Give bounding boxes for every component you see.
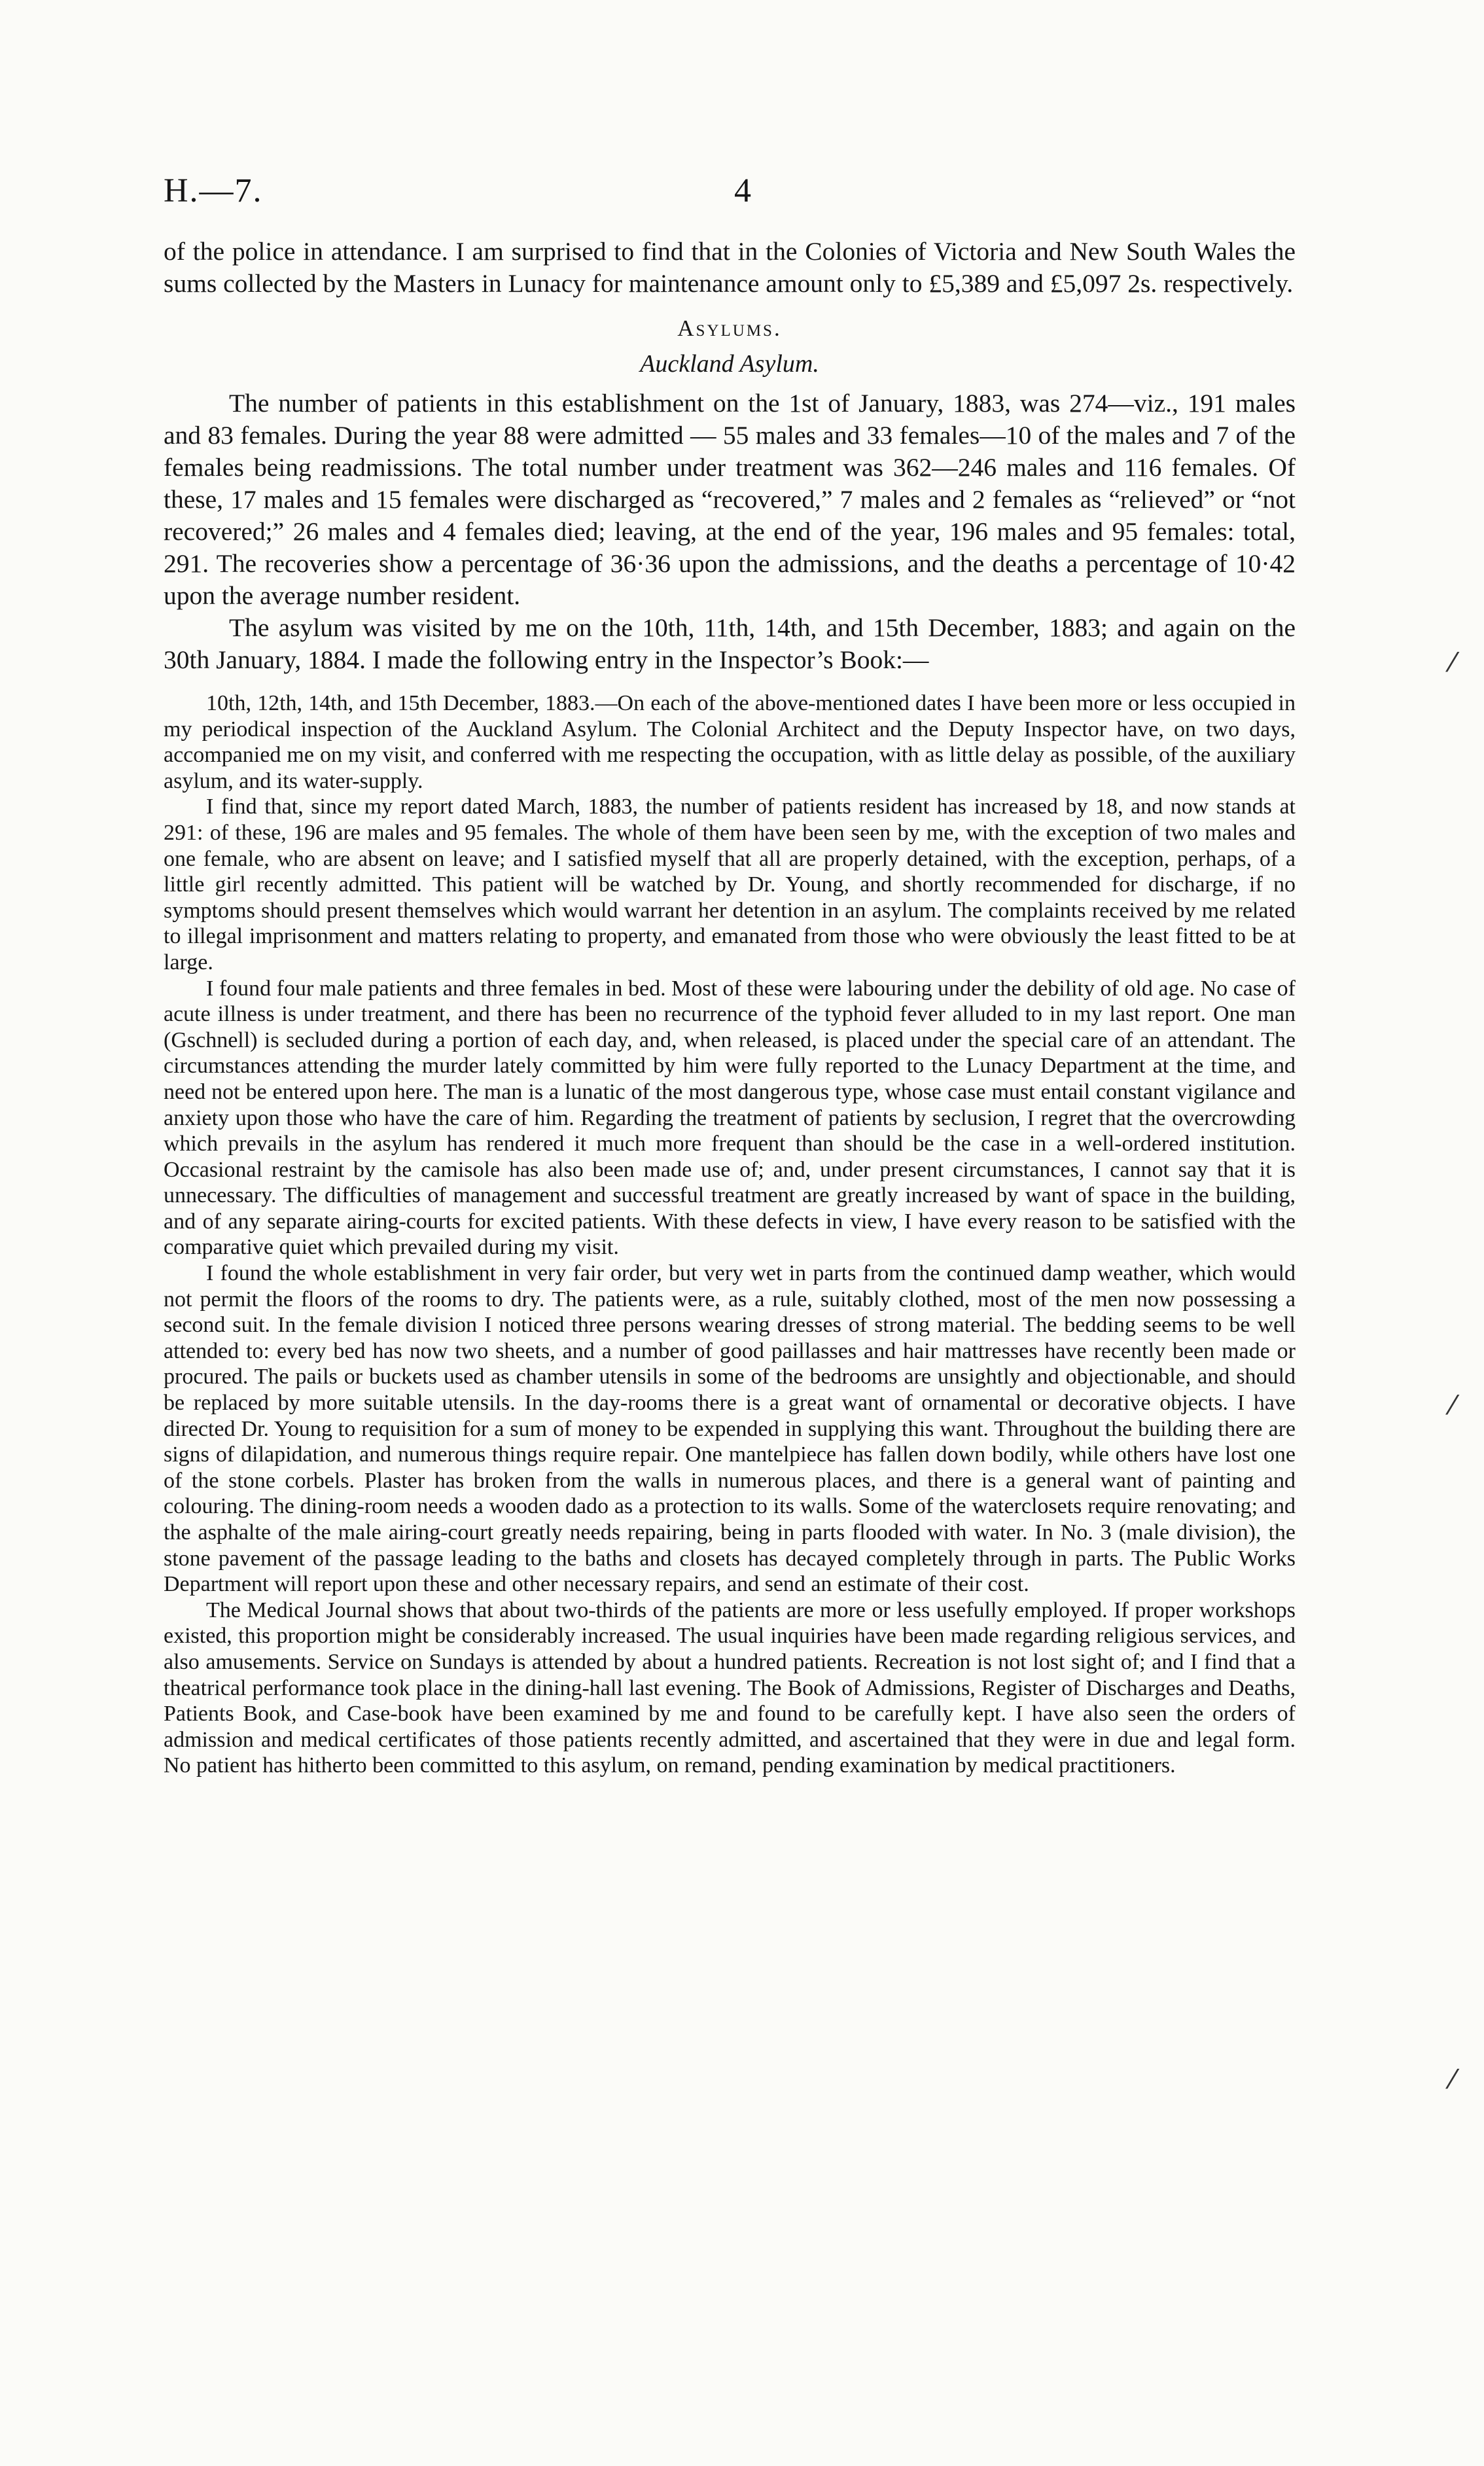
- intro-paragraph: of the police in attendance. I am surprised to find that in the Colonies of Victoria and New South Wales the sums collected by the Masters in Lunacy for maintenance amount only to £5,389 and £5,097 2s. respectively.: [164, 237, 1296, 298]
- quoted-paragraph: I found four male patients and three females in bed. Most of these were labouring under the debility of old age. No case of acute illness is under treatment, and there has been no recurrence of the typhoid fever alluded to in my last report. One man (Gschnell) is secluded during a portion of each day, and, when released, is placed under the special care of an attendant. The circumstances attending the murder lately committed by him were fully reported to the Lunacy Department at the time, and need not be entered upon here. The man is a lunatic of the most dangerous type, whose case must entail constant vigilance and anxiety upon those who have the care of him. Regarding the treatment of patients by seclusion, I regret that the overcrowding which prevails in the asylum has rendered it much more frequent than should be the case in a well-ordered institution. Occasional restraint by the camisole has also been made use of; and, under present circumstances, I cannot say that it is unnecessary. The difficulties of management and successful treatment are greatly increased by want of space in the building, and of any separate airing-courts for excited patients. With these defects in view, I have every reason to be satisfied with the comparative quiet which prevailed during my visit.: [164, 976, 1296, 1260]
- page-header: [164, 171, 1322, 217]
- subsection-heading: Auckland Asylum.: [640, 350, 819, 378]
- quoted-paragraph: 10th, 12th, 14th, and 15th December, 1883.—On each of the above-mentioned dates I have been more or less occupied in my periodical inspection of the Auckland Asylum. The Colonial Architect and the Deputy Inspector have, on two days, accompanied me on my visit, and conferred with me respecting the occupation, with as little delay as possible, of the auxiliary asylum, and its water-supply.: [164, 691, 1296, 793]
- margin-binding-mark: ⁄: [1450, 1391, 1455, 1421]
- page-number: 4: [734, 172, 751, 209]
- visit-paragraph: The asylum was visited by me on the 10th, 11th, 14th, and 15th December, 1883; and again on the 30th January, 1884. I made the following entry in the Inspector’s Book:—: [164, 613, 1296, 674]
- quoted-paragraph: I find that, since my report dated March, 1883, the number of patients resident has increased by 18, and now stands at 291: of these, 196 are males and 95 females. The whole of them have been seen by me, with the exception of two males and one female, who are absent on leave; and I satisfied myself that all are properly detained, with the exception, perhaps, of a little girl recently admitted. This patient will be watched by Dr. Young, and shortly recommended for discharge, if no symptoms should present themselves which would warrant her detention in an asylum. The complaints received by me related to illegal imprisonment and matters relating to property, and emanated from those who were obviously the least fitted to be at large.: [164, 795, 1296, 974]
- page-content: [164, 236, 1296, 1779]
- margin-binding-mark: ⁄: [1450, 648, 1455, 678]
- section-heading: Asylums.: [677, 315, 782, 341]
- quoted-paragraph: The Medical Journal shows that about two-thirds of the patients are more or less usefully employed. If proper workshops existed, this proportion might be considerably increased. The usual inquiries have been made regarding religious services, and also amusements. Service on Sundays is attended by about a hundred patients. Recreation is not lost sight of; and I find that a theatrical performance took place in the dining-hall last evening. The Book of Admissions, Register of Discharges and Deaths, Patients Book, and Case-book have been examined by me and found to be carefully kept. I have also seen the orders of admission and medical certificates of those patients recently admitted, and ascertained that they were in due and legal form. No patient has hitherto been committed to this asylum, on remand, pending examination by medical practitioners.: [164, 1598, 1296, 1778]
- margin-binding-mark: ⁄: [1450, 2065, 1455, 2095]
- statistics-paragraph: The number of patients in this establishment on the 1st of January, 1883, was 274—viz., 191 males and 83 females. During the year 88 were admitted — 55 males and 33 females—10 of the males and 7 of the females being readmissions. The total number under treatment was 362—246 males and 116 females. Of these, 17 males and 15 females were discharged as “recovered,” 7 males and 2 females as “relieved” or “not recovered;” 26 males and 4 females died; leaving, at the end of the year, 196 males and 95 females: total, 291. The recoveries show a percentage of 36·36 upon the admissions, and the deaths a percentage of 10·42 upon the average number resident.: [164, 389, 1296, 610]
- document-reference: H.—7.: [164, 172, 263, 209]
- inspector-book-entry: [164, 690, 1296, 1779]
- quoted-paragraph: I found the whole establishment in very fair order, but very wet in parts from the continued damp weather, which would not permit the floors of the rooms to dry. The patients were, as a rule, suitably clothed, most of the men now possessing a second suit. In the female division I noticed three persons wearing dresses of strong material. The bedding seems to be well attended to: every bed has now two sheets, and a number of good paillasses and hair mattresses have recently been made or procured. The pails or buckets used as chamber utensils in some of the bedrooms are unsightly and objectionable, and should be replaced by more suitable utensils. In the day-rooms there is a great want of ornamental or decorative objects. I have directed Dr. Young to requisition for a sum of money to be expended in supplying this want. Throughout the building there are signs of dilapidation, and numerous things require repair. One mantelpiece has fallen down bodily, while others have lost one of the stone corbels. Plaster has broken from the walls in numerous places, and there is a general want of painting and colouring. The dining-room needs a wooden dado as a protection to its walls. Some of the waterclosets require renovating; and the asphalte of the male airing-court greatly needs repairing, being in parts flooded with water. In No. 3 (male division), the stone pavement of the passage leading to the baths and closets has decayed completely through in parts. The Public Works Department will report upon these and other necessary repairs, and send an estimate of their cost.: [164, 1261, 1296, 1597]
